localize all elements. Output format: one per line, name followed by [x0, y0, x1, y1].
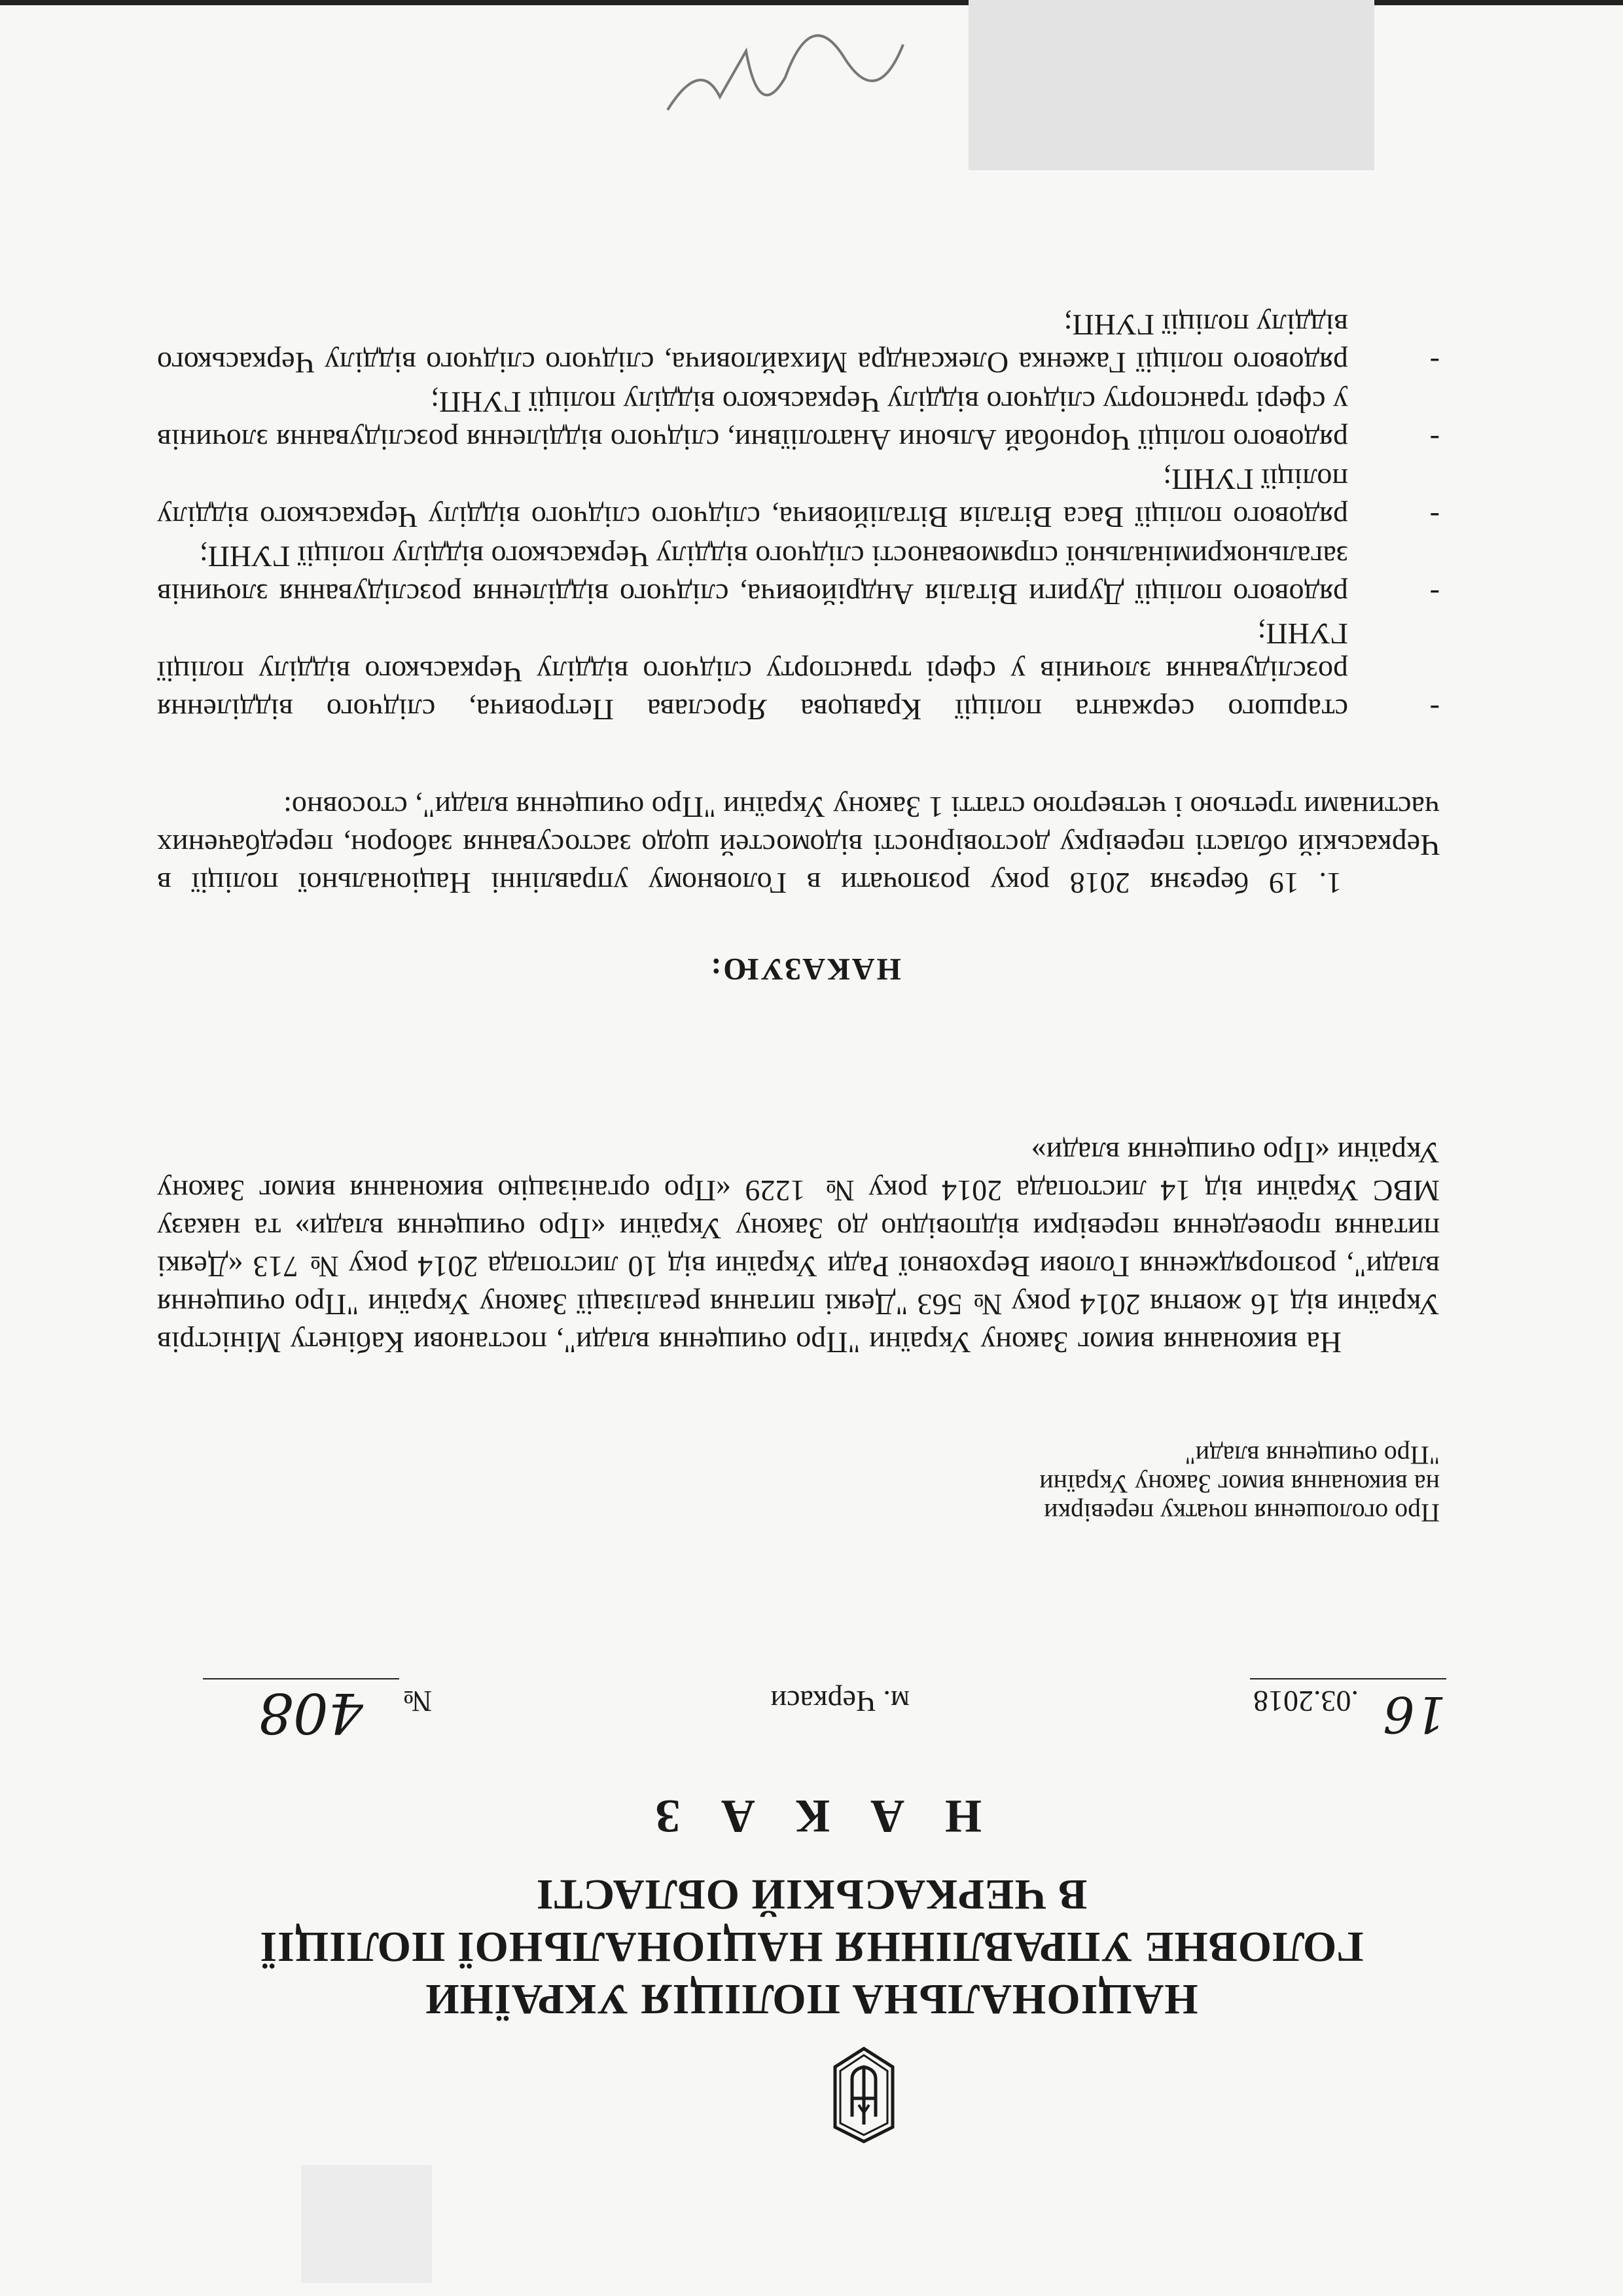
list-dash: - — [1429, 578, 1440, 611]
point-1-paragraph: 1. 19 березня 2018 року розпочати в Головному управлінні Національної поліції в Черкаській області перевірку достовірності відомостей щодо застосування заборон, передбачених частинами третьою і четвертою статті 1 Закону України "Про очищення влади", стосовно: — [157, 791, 1440, 900]
scan-shadow — [969, 0, 1374, 170]
list-item-text: рядового поліції Гаженка Олександра Михайловича, слідчого слідчого відділу Черкаського відділу поліції ГУНП; — [157, 308, 1348, 380]
signature-scribble-icon — [641, 18, 916, 136]
number-handwritten: 408 — [258, 1681, 363, 1745]
date-number-line — [177, 1668, 1446, 1745]
list-item — [157, 537, 1440, 613]
list-item-text: рядового поліції Чорнобай Альони Анатоліївни, слідчого відділення розслідування злочинів у сфері транспорту слідчого відділу Черкаського відділу поліції ГУНП; — [157, 386, 1348, 457]
list-dash: - — [1429, 346, 1440, 380]
scan-edge-line — [0, 0, 1623, 5]
header-line-2: ГОЛОВНЕ УПРАВЛІННЯ НАЦІОНАЛЬНОЇ ПОЛІЦІЇ — [259, 1923, 1364, 1971]
subject-line-3: "Про очищення влади" — [1185, 1441, 1440, 1470]
order-heading: НАКАЗУЮ: — [709, 952, 901, 986]
list-dash: - — [1429, 693, 1440, 726]
list-item — [157, 460, 1440, 536]
preamble-paragraph: На виконання вимог Закону України "Про очищення влади", постанови Кабінету Міністрів України від 16 жовтня 2014 року № 563 "Деякі питання реалізації Закону України "Про очищення влади", розпорядження Голови Верховної Ради України від 10 листопада 2014 року № 713 «Деякі питання проведення перевірки відповідно до Закону України «Про очищення влади» та наказу МВС України від 14 листопада 2014 року № 1229 «Про організацію виконання вимог Закону України «Про очищення влади» — [157, 1136, 1440, 1359]
number-label: № — [403, 1685, 432, 1718]
list-dash: - — [1429, 423, 1440, 457]
date-handwritten: 16 — [1383, 1685, 1446, 1744]
header-line-3: В ЧЕРКАСЬКІЙ ОБЛАСТІ — [535, 1871, 1088, 1918]
police-emblem-icon — [830, 2046, 898, 2144]
list-item — [157, 383, 1440, 459]
list-item-text: рядового поліції Дуриги Віталія Андрійовича, слідчого відділення розслідування злочинів загальнокримінальної спрямованості слідчого відділу Черкаського відділу поліції ГУНП; — [157, 540, 1348, 611]
list-item — [157, 615, 1440, 728]
document-type: Н А К А З — [641, 1790, 982, 1842]
list-item-text: рядового поліції Васа Віталія Віталійовича, слідчого слідчого відділу Черкаського відділу поліції ГУНП; — [157, 463, 1348, 534]
scan-shadow — [301, 2165, 432, 2283]
subject-block — [851, 1441, 1440, 1527]
city: м. Черкаси — [770, 1685, 910, 1718]
date-printed: .03.2018 — [1253, 1685, 1359, 1718]
persons-list — [157, 304, 1440, 728]
list-item-text: старшого сержанта поліції Кравцова Ярослава Петровича, слідчого відділення розслідування злочинів у сфері транспорту слідчого відділу Черкаського відділу поліції ГУНП; — [157, 617, 1348, 726]
list-dash: - — [1429, 501, 1440, 534]
subject-line-1: Про оголошення початку перевірки — [1044, 1498, 1440, 1528]
header-line-1: НАЦІОНАЛЬНА ПОЛІЦІЯ УКРАЇНИ — [425, 1975, 1198, 2023]
subject-line-2: на виконання вимог Закону України — [1039, 1469, 1440, 1499]
list-item — [157, 306, 1440, 382]
